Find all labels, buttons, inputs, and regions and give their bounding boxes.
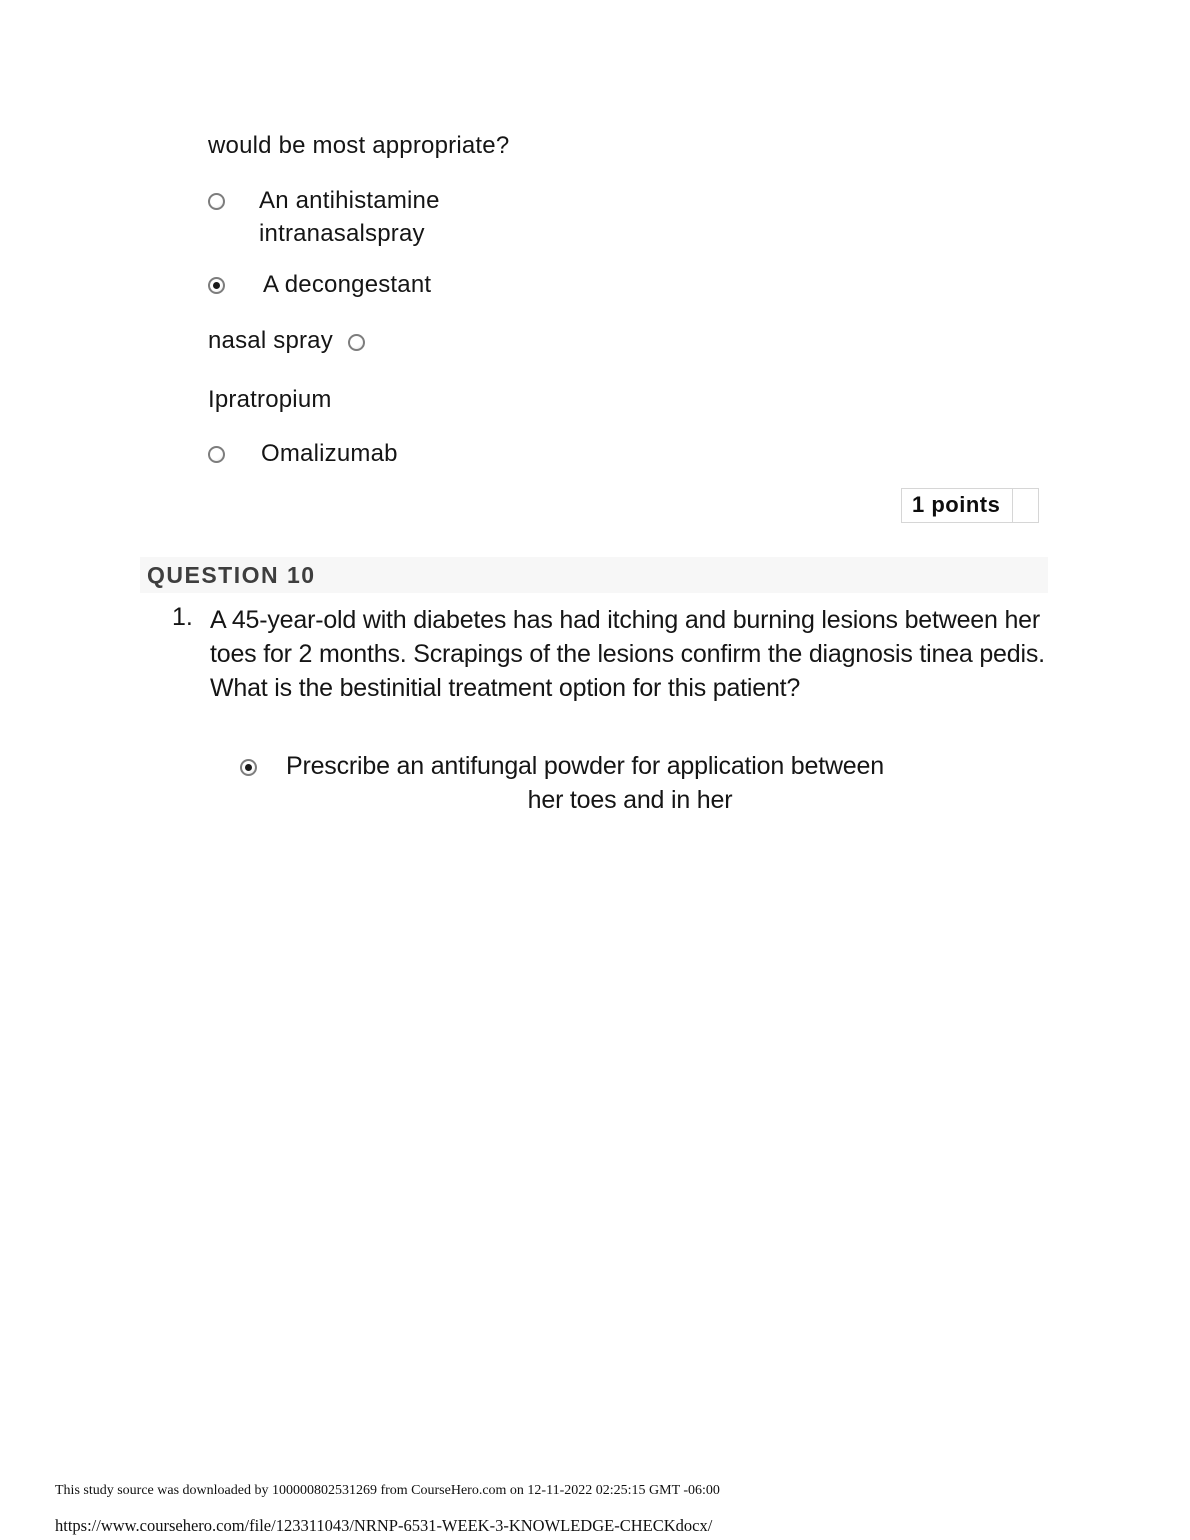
radio-button-antihistamine[interactable]: [208, 193, 225, 210]
option-omalizumab-label: Omalizumab: [261, 440, 398, 467]
footer-source-url: https://www.coursehero.com/file/123311043/NRNP-6531-WEEK-3-KNOWLEDGE-CHECKdocx/: [55, 1516, 713, 1535]
points-badge-side-cell: [1012, 489, 1038, 522]
option-antihistamine-line1: An antihistamine: [259, 187, 440, 214]
radio-button-nasal-spray[interactable]: [348, 334, 365, 351]
option-antifungal: [240, 749, 974, 817]
radio-button-omalizumab[interactable]: [208, 446, 225, 463]
points-badge: [901, 488, 1039, 523]
option-decongestant-label: A decongestant: [263, 271, 432, 298]
question10-header-title: QUESTION 10: [147, 561, 316, 588]
question10-text: A 45-year-old with diabetes has had itching and burning lesions between her toes for 2 months. Scrapings of the lesions confirm the diagnosis tinea pedis. What is the bestinitial treatment option for this patient?: [210, 606, 1045, 702]
nasal-spray-text: nasal spray: [208, 327, 333, 354]
points-badge-label: 1 points: [912, 492, 1001, 517]
question10-item-number: 1.: [172, 603, 193, 631]
option-antihistamine: [208, 184, 440, 250]
option-antifungal-line2: her toes and in her: [527, 786, 733, 814]
option-decongestant: [208, 268, 431, 301]
option-omalizumab: [208, 437, 398, 470]
option-antihistamine-label: [259, 184, 440, 250]
radio-button-antifungal[interactable]: [240, 759, 257, 776]
option-antihistamine-line2: intranasalspray: [259, 220, 425, 247]
option-antifungal-line1: Prescribe an antifungal powder for application between: [286, 752, 884, 780]
question9-prompt-tail: would be most appropriate?: [208, 132, 510, 159]
question10-header-bar: [140, 557, 1048, 593]
nasal-spray-line: [208, 327, 365, 355]
footer-download-note: This study source was downloaded by 100000802531269 from CourseHero.com on 12-11-2022 02:25:15 GMT -06:00: [55, 1483, 720, 1498]
option-antifungal-label: [286, 749, 974, 817]
radio-button-decongestant[interactable]: [208, 277, 225, 294]
ipratropium-text: Ipratropium: [208, 386, 332, 413]
